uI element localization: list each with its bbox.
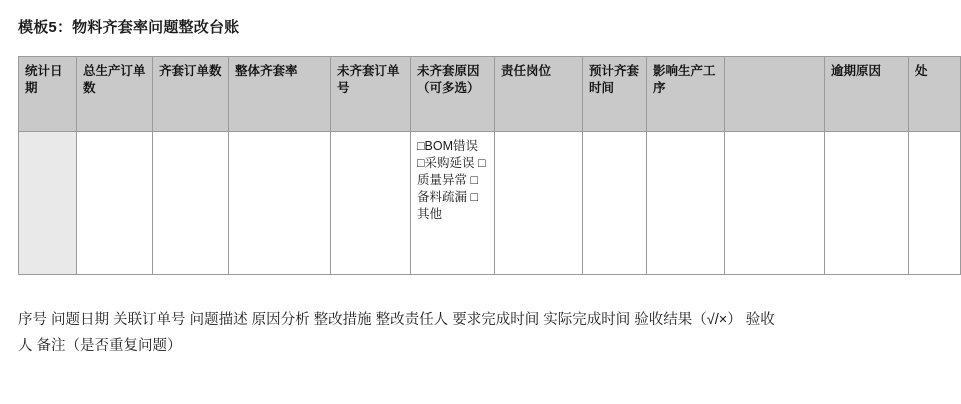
cell-stat-date[interactable] (19, 132, 77, 275)
column-header-stat-date: 统计日期 (19, 57, 77, 132)
table-body (19, 132, 961, 275)
table-header-row (19, 57, 961, 132)
column-header-responsible-post: 责任岗位 (495, 57, 583, 132)
table-header (19, 57, 961, 132)
cell-kitted-orders[interactable] (153, 132, 229, 275)
cell-blank[interactable] (725, 132, 825, 275)
column-header-total-orders: 总生产订单数 (77, 57, 153, 132)
column-header-expected-kitting-time: 预计齐套时间 (583, 57, 647, 132)
ledger-table-wrapper (18, 56, 928, 275)
column-header-kitted-orders: 齐套订单数 (153, 57, 229, 132)
column-header-affected-process: 影响生产工序 (647, 57, 725, 132)
footer-field-list: 序号 问题日期 关联订单号 问题描述 原因分析 整改措施 整改责任人 要求完成时间 实际完成时间 验收结果（√/×） 验收人 备注（是否重复问题） (18, 312, 775, 354)
cell-total-orders[interactable] (77, 132, 153, 275)
cell-overall-kitting-rate[interactable] (229, 132, 331, 275)
table-row (19, 132, 961, 275)
column-header-overall-kitting-rate: 整体齐套率 (229, 57, 331, 132)
cell-affected-process[interactable] (647, 132, 725, 275)
cell-unkitted-order-no[interactable] (331, 132, 411, 275)
cell-handling[interactable] (909, 132, 961, 275)
column-header-blank (725, 57, 825, 132)
cell-responsible-post[interactable] (495, 132, 583, 275)
column-header-unkitted-reason: 未齐套原因（可多选） (411, 57, 495, 132)
ledger-table (18, 56, 961, 275)
column-header-unkitted-order-no: 未齐套订单号 (331, 57, 411, 132)
column-header-overdue-reason: 逾期原因 (825, 57, 909, 132)
cell-unkitted-reason-checkboxes[interactable] (411, 132, 495, 275)
page-title: 模板5：物料齐套率问题整改台账 (18, 19, 240, 36)
cell-overdue-reason[interactable] (825, 132, 909, 275)
column-header-handling: 处 (909, 57, 961, 132)
checkbox-options-text: □BOM错误 □采购延误 □质量异常 □备料疏漏 □其他 (417, 139, 486, 221)
cell-expected-kitting-time[interactable] (583, 132, 647, 275)
